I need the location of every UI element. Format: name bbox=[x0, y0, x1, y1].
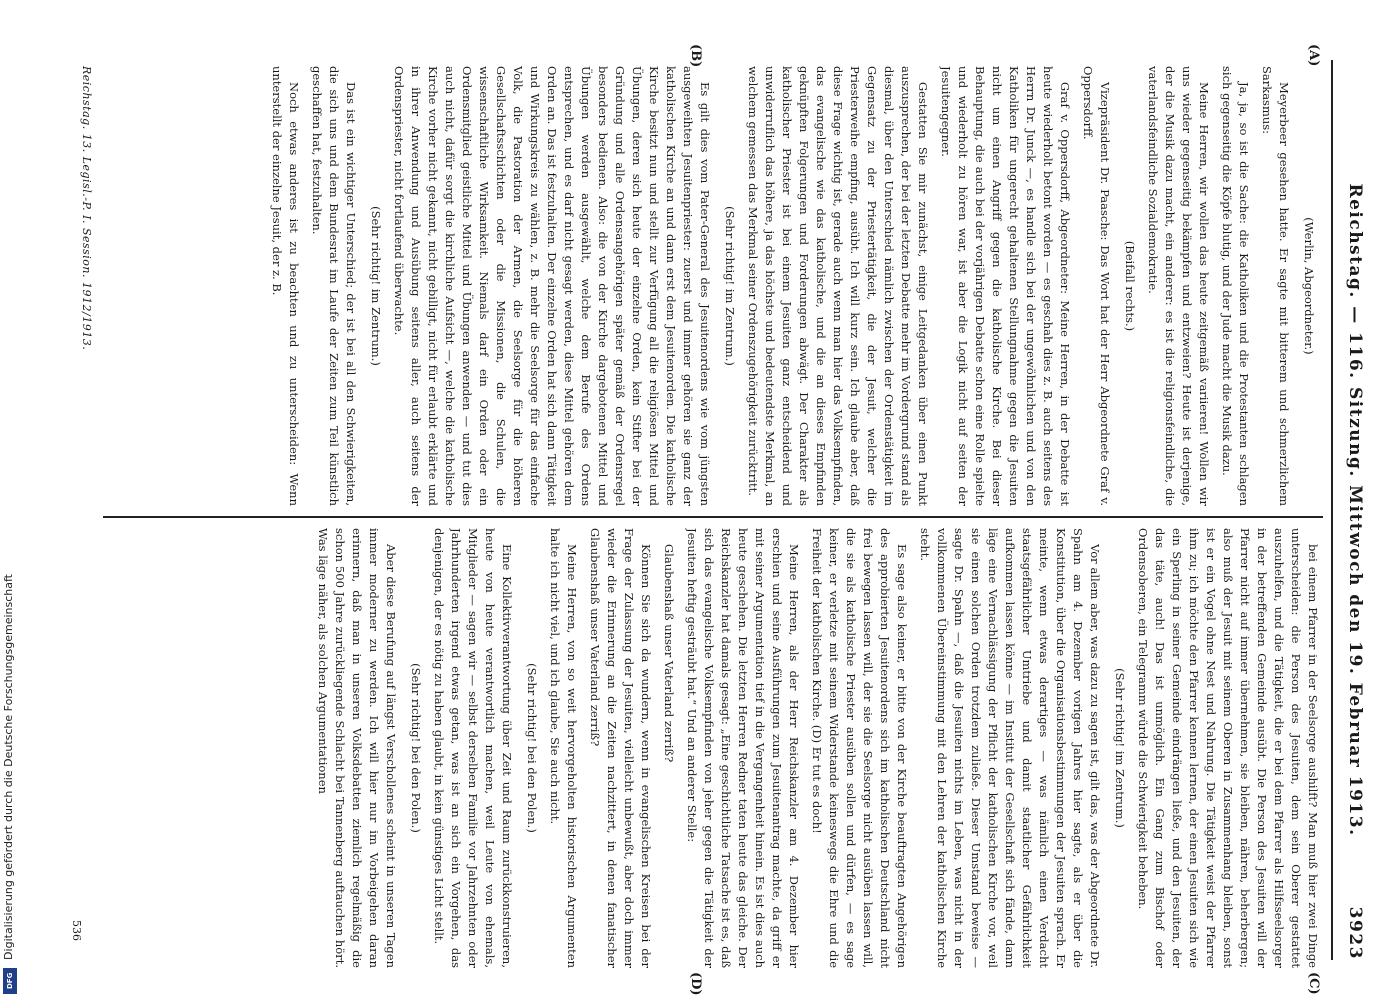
paragraph: Vizepräsident Dr. Paasche: Das Wort hat der Herr Abgeordnete Graf v. Oppersdorff. bbox=[1081, 66, 1112, 506]
paragraph: bei einem Pfarrer in der Seelsorge aushilft? Man muß hier zwei Dinge unterscheiden: die Person des Jesuiten, dem sein Oberer gestattet auszuhelfen, und die Tätigkeit, die er bei dem Pfarrer als Hilfsseelsorger in der betreffenden Gemeinde ausübt. Die Person des Jesuiten will der Pfarrer nicht auf immer übernehmen, sie bleiben, nähren, beherbergen; also muß der Jesuit mit seinem Oberen in Zusammenhang bleiben, sonst ist er ein Vogel ohne Nest und Nahrung. Die Tätigkeit weist der Pfarrer ihm zu; ich möchte den Pfarrer kennen lernen, der einen Jesuiten sich wie ein Sperling in seiner Gemeinde eindrängen ließe, und den Jesuiten, der das täte, auch! Das ist unmöglich. Ein Gang zum Bischof oder Ordensoberen, ein Telegramm würde die Schwierigkeit beheben. bbox=[1136, 528, 1320, 968]
paragraph: Vor allem aber, was dazu zu sagen ist, gilt das, was der Abgeordnete Dr. Spahn am 4. Dezember vorigen Jahres hier sagte, als er über die Konstitution, über die Organisationsbestimmungen der Jesuiten sprach. Er meinte, wenn etwas derartiges — was nämlich einen Verdacht staatsgefährlicher Umtriebe und damit staatlicher Gefährlichkeit aufkommen lassen könne — im Institut der Gesellschaft sich fände, dann läge eine Vernachlässigung der Pflicht der katholischen Kirche vor, weil sie einen solchen Orden trotzdem zuließe. Dieser Umstand beweise — sagte Dr. Spahn —, daß die Jesuiten nichts im Leben, was nicht in der vollkommenen Übereinstimmung mit den Lehren der katholischen Kirche steht. bbox=[918, 528, 1102, 968]
paragraph: Graf v. Oppersdorff, Abgeordneter: Meine Herren, in der Debatte ist heute wiederholt betont worden — es geschah dies z. B. auch seitens des Herrn Dr. Junck —, es handle sich bei der ungewöhnlichen und von den Katholiken für ungerecht gehaltenen Stellungnahme gegen die Jesuiten nicht um einen Angriff gegen die katholische Kirche. Bei dieser Behauptung, die auch bei der vorjährigen Debatte schon eine Rolle spielte und wiederholt zu hören war, ist aber die Logik nicht auf seiten der Jesuitengegner. bbox=[939, 66, 1072, 506]
page-header bbox=[1341, 60, 1365, 960]
paragraph: Meyerbeer gesehen hatte. Er sagte mit bitterem und schmerzlichem Sarkasmus: bbox=[1260, 66, 1291, 506]
folio-number: 536 bbox=[70, 920, 83, 941]
dfg-sidebar bbox=[0, 0, 20, 1000]
paragraph: Es gilt dies vom Pater-General des Jesuitenordens wie vom jüngsten ausgeweihten Jesuitenpriester: zuerst und immer gehören sie ganz der katholischen Kirche an und dann erst dem Jesuitenorden. Die katholische Kirche besitzt nun und stellt zur Verfügung all die religiösen Mittel und Übungen, deren sich heute der einzelne Orden, kein Stifter bei der Gründung und alle Ordensangehörigen später gemäß der Ordensregel besonders bedienen. Also: die von der Kirche dargebotenen Mittel und Übungen werden ausgewählt, welche dem Berufe des Ordens entsprechen, und es darf nicht gesagt werden, diese Mittel gehören dem Orden an. Das ist festzuhalten. Der einzelne Orden hat sich dann Tätigkeit und Wirkungskreis zu wählen, z. B. mehr die Seelsorge für das einfache Volk, die Pastoration der Armen, die Seelsorge für die höheren Gesellschaftsschichten oder die Missionen, die Schulen, die wissenschaftliche Wirksamkeit. Niemals darf ein Orden oder ein Ordensmitglied geistliche Mittel und Übungen anwenden — und tut dies auch nicht, dafür sorgt die kirchliche Aufsicht —, welche die katholische Kirche vorher nicht gekannt, nicht gebilligt, nicht für erlaubt erklärte und in ihrer Anwendung und Ausübung seitens aller, auch seitens der Ordenspriester, nicht fortlaufend überwachte. bbox=[392, 66, 712, 506]
paragraph: Gestatten Sie mir zunächst, einige Leitgedanken über einen Punkt auszusprechen, der bei der letzten Debatte mehr im Vordergrund stand als diesmal, über den Unterschied nämlich zwischen der Ordenstätigkeit im Gegensatz zu der Priestertätigkeit, die der Jesuit, welcher die Priesterweihe empfing, ausübt. Ich will kurz sein. Ich glaube aber, daß diese Frage wichtig ist, gerade auch wenn man hier das Volksempfinden, das evangelische wie das katholische, und die an dieses Empfinden geknüpften Folgerungen und Forderungen abwägt. Der Charakter als katholischer Priester ist bei einem Jesuiten ganz entscheidend und unwiderruflich das höhere, ja das höchste und bedeutendste Merkmal, an welchem gemessen das Merkmal seiner Ordenszugehörigkeit zurücktritt. bbox=[746, 66, 930, 506]
header-rule bbox=[1331, 60, 1333, 960]
paragraph: Das ist ein wichtiger Unterschied; der ist bei all den Schwierigkeiten, die sich uns und dem Bundesrat im Laufe der Zeiten zum Teil künstlich geschaffen hat, festzuhalten. bbox=[310, 66, 358, 506]
paragraph: (Sehr richtig! im Zentrum.) bbox=[1113, 668, 1127, 828]
paragraph: (Werlin, Abgeordneter.) bbox=[1302, 217, 1316, 355]
right-column bbox=[106, 528, 1321, 968]
paragraph: Es sage also keiner, er bitte von der Kirche beauftragten Angehörigen des approbierten Jesuitenordens sich im katholischen Deutschland nicht frei bewegen lassen will, der sie die Seelsorge nicht ausüben lassen will, die sie als katholische Priester ausüben sollen und dürfen, — es sage keiner, er verletze mit seinem Widerstande keineswegs die Ehre und die Freiheit der katholischen Kirche. (D) Er tut es doch! bbox=[810, 528, 909, 968]
paragraph: Glaubenshaß unser Vaterland zerriß? bbox=[662, 544, 676, 763]
paragraph: Können Sie sich da wundern, wenn in evangelischen Kreisen bei der Frage der Zulassung der Jesuiten, vielleicht unbewußt, aber doch immer wieder die Erinnerung an die Zeiten nachzittert, in denen fanatischer Glaubenshaß unser Vaterland zerriß? bbox=[588, 528, 653, 968]
paragraph: Aber diese Berufung auf längst Verschollenes scheint in unseren Tagen immer moderner zu werden. Ich will hier nur im Vorbeigehen daran erinnern, daß man in unseren Volksdebatten ziemlich regelmäßig die schon 500 Jahre zurückliegende Schlacht bei Tannenberg auftauchen hört. Was läge näher, als solchen Argumentationen bbox=[316, 528, 398, 968]
left-column bbox=[106, 66, 1321, 506]
paragraph: Meine Herren, wir wollen das heute zeitgemäß variieren! Wollen wir uns wieder gegenseitig bekämpfen und entzweien? Heute ist derjenige, der die Musik dazu macht, ein anderer: es ist die religionsfeindliche, die vaterlandsfeindliche Sozialdemokratie. bbox=[1146, 66, 1211, 506]
footer-note: Reichstag. 13. Legisl.-P. I. Session. 1912/1913. bbox=[80, 66, 93, 351]
paragraph: Meine Herren, von so weit hervorgeholten historischen Argumenten halte ich nicht viel, und ich glaube, Sie auch nicht. bbox=[548, 528, 579, 968]
margin-marker-a: (A) bbox=[1306, 44, 1321, 67]
column-divider bbox=[103, 516, 1323, 518]
paragraph: (Sehr richtig! bei den Polen.) bbox=[525, 663, 539, 833]
dfg-credit: Digitalisierung gefördert durch die Deutsche Forschungsgemeinschaft bbox=[2, 574, 15, 960]
paragraph: Noch etwas anderes ist zu beachten und zu unterscheiden: Wenn unterstellt der einzelne Jesuit, der z. B. bbox=[270, 66, 301, 506]
paragraph: Eine Kollektivverantwortung über Zeit und Raum zurückkonstruieren, heute von heute verantwortlich machen, weil Leute von ehemals, Mitglieder — sagen wir — selbst derselben Familie vor Jahrzehnten oder Jahrhunderten irgend etwas getan, was ist an sich ein Vorgehen, das denjenigen, der es nötig zu haben glaubt, in kein günstiges Licht stellt. bbox=[432, 528, 514, 968]
margin-marker-b: (B) bbox=[688, 44, 703, 68]
paragraph: Ja, ja, so ist die Sache: die Katholiken und die Protestanten schlagen sich gegenseitig die Köpfe blutig, und der Jude macht die Musik dazu. bbox=[1220, 66, 1251, 506]
paragraph: (Sehr richtig! im Zentrum.) bbox=[723, 206, 737, 366]
paragraph: (Sehr richtig! im Zentrum.) bbox=[369, 206, 383, 366]
page-number: 3923 bbox=[1345, 906, 1365, 960]
margin-marker-d: (D) bbox=[688, 972, 703, 996]
paragraph: Meine Herren, als der Herr Reichskanzler am 4. Dezember hier erschien und seine Ausführungen zum Jesuitenantrag machte, da griff er mit seiner Argumentation tief in die Vergangenheit hinein. Es ist dies auch heute geschehen. Die letzten Herren Redner taten heute das gleiche. Der Reichskanzler hat damals gesagt: „Eine geschichtliche Tatsache ist es, daß sich das evangelische Volksempfinden von jeher gegen die Tätigkeit der Jesuiten heftig gesträubt hat.“ Und an anderer Stelle: bbox=[685, 528, 801, 968]
paragraph: (Sehr richtig! bei den Polen.) bbox=[409, 663, 423, 833]
running-head: Reichstag. — 116. Sitzung. Mittwoch den 19. Februar 1913. bbox=[1345, 183, 1365, 837]
dfg-logo: DFG bbox=[3, 968, 17, 994]
paragraph: (Beifall rechts.) bbox=[1123, 240, 1137, 332]
margin-marker-c: (C) bbox=[1306, 972, 1321, 995]
